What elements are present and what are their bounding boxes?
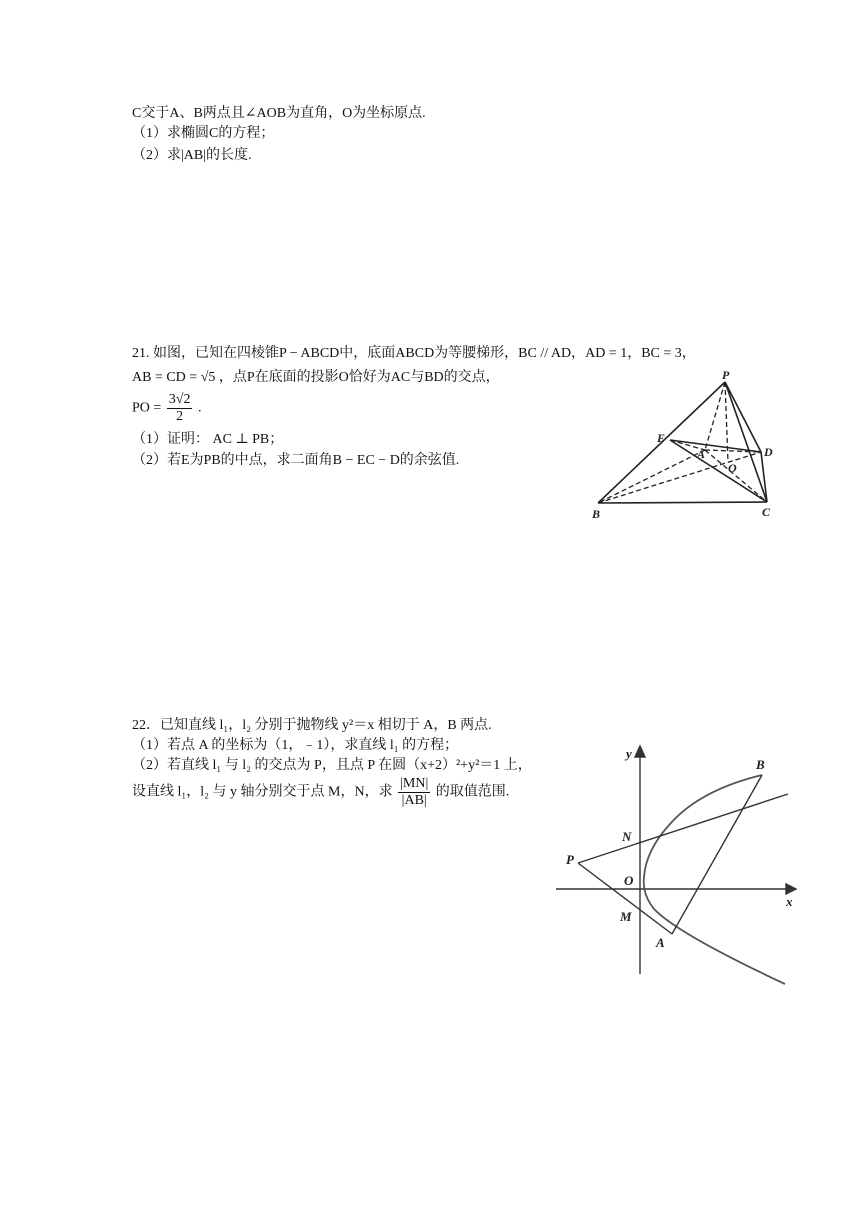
label-a: A	[697, 447, 706, 461]
x-axis-arrow	[786, 884, 796, 894]
label-axis-y: y	[626, 746, 632, 761]
po-fraction	[167, 392, 193, 425]
q21-part-2: （2）若E为PB的中点，求二面角B − EC − D的余弦值.	[132, 453, 460, 468]
parabola-figure	[550, 738, 810, 990]
q22-line-4	[132, 776, 509, 809]
label-point-p: P	[566, 852, 574, 867]
label-point-o: O	[624, 873, 634, 888]
label-c: C	[762, 505, 771, 519]
mn-numerator: |MN|	[400, 776, 429, 791]
q20-part-2: （2）求|AB|的长度.	[132, 148, 252, 163]
label-axis-x: x	[786, 894, 793, 909]
label-point-n: N	[622, 829, 632, 844]
q22-line-1: 22．已知直线 l₁，l₂ 分别于抛物线 y²＝x 相切于 A，B 两点.	[132, 718, 492, 733]
q22-part-2: （2）若直线 l₁ 与 l₂ 的交点为 P，且点 P 在圆（x+2）²+y²＝1 上，	[132, 758, 532, 773]
q22-part-1: （1）若点 A 的坐标为（1，﹣1），求直线 l₁ 的方程；	[132, 738, 459, 753]
pyramid-figure	[580, 370, 800, 530]
edge-pc	[725, 382, 767, 502]
edge-ec	[670, 440, 767, 502]
chord-ab	[672, 775, 762, 934]
edge-ab	[598, 450, 705, 503]
label-o: O	[728, 461, 737, 475]
po-denominator: 2	[176, 409, 184, 424]
label-d: D	[764, 445, 773, 459]
edge-po	[725, 382, 728, 462]
y-axis-arrow	[635, 746, 645, 757]
edge-bc	[598, 502, 767, 503]
q21-part-1: （1）证明： AC ⊥ PB；	[132, 432, 284, 447]
edge-pd	[725, 382, 761, 452]
q21-po-formula	[132, 392, 201, 425]
edge-bd	[598, 452, 761, 503]
q21-line-2: AB = CD = √5 ，点P在底面的投影O恰好为AC与BD的交点，	[132, 370, 500, 385]
label-p: P	[722, 370, 730, 382]
mn-ab-fraction	[398, 776, 430, 809]
po-suffix: .	[197, 400, 202, 416]
q22-line-4-prefix: 设直线 l₁，l₂ 与 y 轴分别交于点 M，N，求	[132, 784, 393, 800]
tangent-pb	[578, 794, 788, 863]
po-numerator: 3√2	[168, 392, 191, 407]
q20-part-1: （1）求椭圆C的方程；	[132, 126, 275, 141]
po-prefix: PO =	[132, 400, 162, 416]
label-b: B	[592, 507, 601, 521]
q21-line-1: 21. 如图，已知在四棱锥P − ABCD中，底面ABCD为等腰梯形，BC // AD，AD = 1，BC = 3，	[132, 346, 696, 361]
label-point-m: M	[620, 909, 632, 924]
label-point-a: A	[656, 935, 665, 950]
label-point-b: B	[756, 757, 765, 772]
parabola-curve	[644, 775, 785, 984]
q20-line-1: C交于A、B两点且∠AOB为直角，O为坐标原点.	[132, 106, 426, 121]
label-e: E	[657, 431, 666, 445]
ab-denominator: |AB|	[401, 793, 427, 808]
q22-line-4-suffix: 的取值范围.	[435, 784, 510, 800]
